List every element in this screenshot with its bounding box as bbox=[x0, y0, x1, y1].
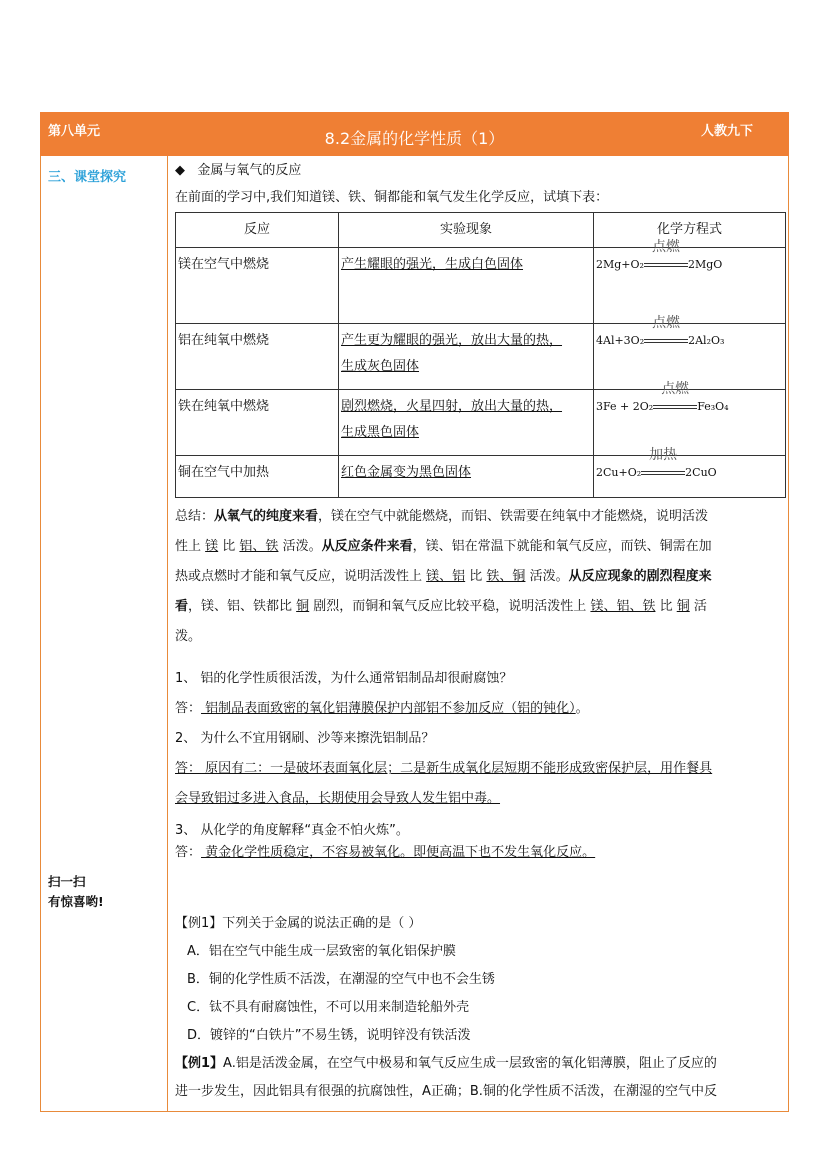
header-bar bbox=[40, 112, 789, 156]
page-title: 8.2金属的化学性质（1） bbox=[324, 129, 505, 148]
scan-line-2: 有惊喜哟! bbox=[48, 894, 104, 909]
option-d: D．镀锌的“白铁片”不易生锈，说明锌没有铁活泼 bbox=[187, 1028, 471, 1043]
option-c: C．钛不具有耐腐蚀性，不可以用来制造轮船外壳 bbox=[187, 1000, 470, 1015]
answer-2: 答： 原因有二：一是破坏表面氧化层；二是新生成氧化层短期不能形成致密保护层，用作餐具 bbox=[175, 761, 713, 776]
example-question: 【例1】下列关于金属的说法正确的是（ ） bbox=[175, 916, 422, 931]
qa-section bbox=[175, 664, 787, 864]
equation-cell: 3Fe + 2O₂ 点燃 Fe₃O₄ bbox=[594, 390, 786, 456]
summary-paragraph: 总结：从氧气的纯度来看，镁在空气中就能燃烧，而铝、铁需要在纯氧中才能燃烧，说明活泼 性上 镁 比 铝、铁 活泼。从反应条件来看，镁、铝在常温下就能和氧气反应，而铁、铜需在加 热或点燃时才能和氧气反应，说明活泼性上 镁、铝 比 铁、铜 活泼。从反应现象的剧烈程度来 看，镁、铝、铁都比 铜 剧烈，而铜和氧气反应比较平稳，说明活泼性上 镁、铝、铁 比 铜 活 泼。 bbox=[175, 509, 712, 644]
table-row: 铁在纯氧中燃烧 剧烈燃烧，火星四射，放出大量的热， 生成黑色固体 3Fe + 2O₂ 点燃 Fe₃O₄ bbox=[176, 390, 786, 456]
equation-cell: 4Al+3O₂ 点燃 2Al₂O₃ bbox=[594, 324, 786, 390]
left-column bbox=[40, 156, 168, 1112]
equation-cell: 2Cu+O₂ 加热 2CuO bbox=[594, 456, 786, 498]
example-answer: 【例1】A.铝是活泼金属，在空气中极易和氧气反应生成一层致密的氧化铝薄膜，阻止了反应的 bbox=[175, 1056, 717, 1071]
equation-cell: 2Mg+O₂ 点燃 2MgO bbox=[594, 248, 786, 324]
question-3: 3、 从化学的角度解释“真金不怕火炼”。 bbox=[175, 823, 409, 838]
table-row: 铜在空气中加热 红色金属变为黑色固体 2Cu+O₂ 加热 2CuO bbox=[176, 456, 786, 498]
scan-note bbox=[48, 872, 104, 912]
option-a: A．铝在空气中能生成一层致密的氧化铝保护膜 bbox=[187, 944, 456, 959]
unit-label: 第八单元 bbox=[48, 124, 101, 139]
topic-heading: ◆ 金属与氧气的反应 bbox=[175, 163, 302, 178]
option-b: B．铜的化学性质不活泼，在潮湿的空气中也不会生锈 bbox=[187, 972, 495, 987]
table-row: 铝在纯氧中燃烧 产生更为耀眼的强光，放出大量的热， 生成灰色固体 4Al+3O₂ 点燃 2Al₂O₃ bbox=[176, 324, 786, 390]
bullet-icon: ◆ bbox=[175, 163, 185, 178]
table-row: 镁在空气中燃烧 产生耀眼的强光，生成白色固体 2Mg+O₂ 点燃 2MgO bbox=[176, 248, 786, 324]
answer-1: 答： 铝制品表面致密的氧化铝薄膜保护内部铝不参加反应（铝的钝化）。 bbox=[175, 701, 589, 716]
example-answer-cont: 进一步发生，因此铝具有很强的抗腐蚀性，A正确；B.铜的化学性质不活泼，在潮湿的空气中反 bbox=[175, 1084, 717, 1099]
question-1: 1、 铝的化学性质很活泼，为什么通常铝制品却很耐腐蚀？ bbox=[175, 671, 513, 686]
intro-text: 在前面的学习中,我们知道镁、铁、铜都能和氧气发生化学反应，试填下表： bbox=[175, 190, 609, 205]
reaction-table bbox=[175, 212, 786, 498]
answer-3: 答： 黄金化学性质稳定，不容易被氧化。即便高温下也不发生氧化反应。 bbox=[175, 845, 596, 860]
question-2: 2、 为什么不宜用钢刷、沙等来擦洗铝制品？ bbox=[175, 731, 435, 746]
publisher-label: 人教九下 bbox=[700, 124, 753, 139]
scan-line-1: 扫一扫 bbox=[48, 874, 86, 889]
answer-2-cont: 会导致铝过多进入食品，长期使用会导致人发生铝中毒。 bbox=[175, 791, 501, 806]
example-section bbox=[175, 910, 787, 1106]
table-header-row: 反应 实验现象 化学方程式 bbox=[176, 213, 786, 248]
section-label: 三、课堂探究 bbox=[48, 170, 127, 185]
